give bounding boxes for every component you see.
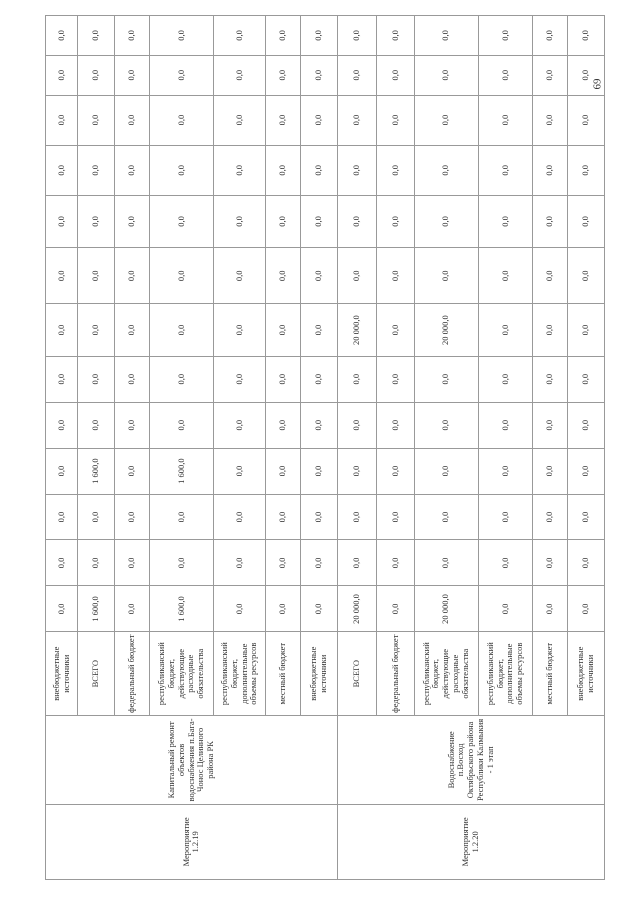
funding-source: ВСЕГО	[337, 632, 377, 716]
value-cell: 0,0	[214, 95, 266, 145]
value-cell: 0,0	[300, 16, 337, 56]
value-cell: 0,0	[300, 95, 337, 145]
value-cell: 0,0	[46, 195, 78, 247]
value-cell: 0,0	[300, 448, 337, 494]
value-cell: 0,0	[478, 402, 532, 448]
value-cell: 0,0	[533, 540, 568, 586]
value-cell: 0,0	[300, 55, 337, 95]
funding-source: внебюджетные источники	[567, 632, 604, 716]
value-cell: 0,0	[115, 95, 150, 145]
value-cell: 0,0	[567, 95, 604, 145]
value-cell: 0,0	[533, 248, 568, 304]
value-cell: 0,0	[337, 145, 377, 195]
event-cell: Мероприятие 1.2.19	[46, 804, 338, 879]
funding-source: республиканский бюджет, дополнительные объемы ресурсов	[214, 632, 266, 716]
value-cell: 0,0	[78, 16, 115, 56]
value-cell: 0,0	[266, 195, 301, 247]
value-cell: 0,0	[377, 586, 414, 632]
value-cell: 0,0	[414, 248, 478, 304]
value-cell: 1 600,0	[149, 586, 213, 632]
funding-source: федеральный бюджет	[377, 632, 414, 716]
value-cell: 0,0	[533, 95, 568, 145]
value-cell: 0,0	[78, 356, 115, 402]
value-cell: 0,0	[78, 55, 115, 95]
value-cell: 0,0	[266, 402, 301, 448]
value-cell: 20 000,0	[337, 586, 377, 632]
value-cell: 0,0	[266, 95, 301, 145]
value-cell: 0,0	[478, 16, 532, 56]
value-cell: 0,0	[149, 16, 213, 56]
value-cell: 0,0	[377, 16, 414, 56]
value-cell: 0,0	[214, 540, 266, 586]
value-cell: 0,0	[266, 304, 301, 356]
value-cell: 0,0	[337, 356, 377, 402]
value-cell: 0,0	[533, 586, 568, 632]
value-cell: 0,0	[46, 145, 78, 195]
value-cell: 0,0	[300, 402, 337, 448]
value-cell: 0,0	[46, 304, 78, 356]
value-cell: 0,0	[214, 145, 266, 195]
value-cell: 0,0	[300, 304, 337, 356]
value-cell: 0,0	[149, 195, 213, 247]
value-cell: 0,0	[377, 448, 414, 494]
value-cell: 0,0	[214, 195, 266, 247]
value-cell: 0,0	[377, 304, 414, 356]
value-cell: 0,0	[46, 16, 78, 56]
value-cell: 0,0	[337, 16, 377, 56]
value-cell: 0,0	[567, 304, 604, 356]
value-cell: 0,0	[115, 55, 150, 95]
value-cell: 0,0	[115, 356, 150, 402]
funding-source: республиканский бюджет, дополнительные объемы ресурсов	[478, 632, 532, 716]
value-cell: 0,0	[78, 494, 115, 540]
value-cell: 0,0	[478, 586, 532, 632]
event-cell: Мероприятие 1.2.20	[337, 804, 604, 879]
value-cell: 0,0	[266, 448, 301, 494]
value-cell: 0,0	[478, 55, 532, 95]
value-cell: 0,0	[149, 402, 213, 448]
value-cell: 0,0	[414, 95, 478, 145]
value-cell: 0,0	[266, 540, 301, 586]
value-cell: 0,0	[300, 586, 337, 632]
value-cell: 0,0	[377, 356, 414, 402]
value-cell: 0,0	[414, 494, 478, 540]
value-cell: 0,0	[414, 145, 478, 195]
value-cell: 0,0	[533, 402, 568, 448]
value-cell: 0,0	[214, 402, 266, 448]
value-cell: 0,0	[533, 304, 568, 356]
value-cell: 0,0	[567, 16, 604, 56]
value-cell: 0,0	[214, 248, 266, 304]
funding-source: федеральный бюджет	[115, 632, 150, 716]
value-cell: 0,0	[478, 95, 532, 145]
value-cell: 0,0	[149, 145, 213, 195]
value-cell: 0,0	[266, 248, 301, 304]
value-cell: 0,0	[78, 248, 115, 304]
page-number: 69	[591, 78, 604, 90]
value-cell: 20 000,0	[414, 586, 478, 632]
value-cell: 0,0	[478, 195, 532, 247]
funding-source: местный бюджет	[533, 632, 568, 716]
event-description: Капитальный ремонт объектов водоснабжения п.Бага-Чонос Целинного района РК	[46, 715, 338, 804]
table-row	[337, 16, 377, 880]
value-cell: 0,0	[214, 55, 266, 95]
value-cell: 0,0	[214, 586, 266, 632]
value-cell: 0,0	[78, 145, 115, 195]
value-cell: 0,0	[115, 304, 150, 356]
value-cell: 0,0	[78, 195, 115, 247]
table-row	[46, 16, 78, 880]
funding-source: республиканский бюджет, действующие расходные обязательства	[149, 632, 213, 716]
value-cell: 0,0	[478, 304, 532, 356]
value-cell: 0,0	[533, 145, 568, 195]
value-cell: 0,0	[46, 356, 78, 402]
value-cell: 0,0	[149, 55, 213, 95]
value-cell: 0,0	[414, 55, 478, 95]
value-cell: 0,0	[149, 95, 213, 145]
value-cell: 0,0	[337, 248, 377, 304]
value-cell: 0,0	[377, 145, 414, 195]
value-cell: 0,0	[478, 248, 532, 304]
value-cell: 0,0	[300, 248, 337, 304]
value-cell: 0,0	[377, 55, 414, 95]
value-cell: 0,0	[266, 16, 301, 56]
table-body	[46, 16, 605, 880]
value-cell: 0,0	[46, 95, 78, 145]
value-cell: 0,0	[149, 494, 213, 540]
value-cell: 0,0	[115, 448, 150, 494]
value-cell: 0,0	[337, 494, 377, 540]
value-cell: 0,0	[300, 145, 337, 195]
value-cell: 0,0	[533, 195, 568, 247]
value-cell: 0,0	[214, 494, 266, 540]
value-cell: 0,0	[414, 540, 478, 586]
value-cell: 0,0	[115, 16, 150, 56]
value-cell: 0,0	[478, 540, 532, 586]
value-cell: 0,0	[149, 356, 213, 402]
value-cell: 0,0	[46, 494, 78, 540]
value-cell: 0,0	[149, 248, 213, 304]
value-cell: 0,0	[377, 540, 414, 586]
value-cell: 0,0	[115, 586, 150, 632]
value-cell: 0,0	[115, 195, 150, 247]
value-cell: 20 000,0	[337, 304, 377, 356]
value-cell: 0,0	[46, 402, 78, 448]
value-cell: 0,0	[78, 95, 115, 145]
value-cell: 0,0	[377, 195, 414, 247]
value-cell: 0,0	[78, 540, 115, 586]
value-cell: 0,0	[300, 540, 337, 586]
value-cell: 0,0	[478, 448, 532, 494]
value-cell: 0,0	[533, 55, 568, 95]
value-cell: 1 600,0	[78, 586, 115, 632]
value-cell: 0,0	[300, 356, 337, 402]
value-cell: 0,0	[266, 55, 301, 95]
value-cell: 0,0	[115, 402, 150, 448]
value-cell: 0,0	[414, 356, 478, 402]
value-cell: 0,0	[266, 586, 301, 632]
value-cell: 0,0	[567, 448, 604, 494]
funding-source: внебюджетные источники	[46, 632, 78, 716]
value-cell: 0,0	[214, 448, 266, 494]
value-cell: 0,0	[478, 145, 532, 195]
value-cell: 0,0	[533, 16, 568, 56]
budget-table	[45, 15, 605, 880]
value-cell: 0,0	[266, 145, 301, 195]
value-cell: 0,0	[266, 494, 301, 540]
value-cell: 0,0	[46, 248, 78, 304]
funding-source: местный бюджет	[266, 632, 301, 716]
value-cell: 0,0	[78, 402, 115, 448]
value-cell: 0,0	[567, 586, 604, 632]
value-cell: 0,0	[377, 248, 414, 304]
value-cell: 0,0	[567, 356, 604, 402]
value-cell: 0,0	[266, 356, 301, 402]
value-cell: 0,0	[533, 448, 568, 494]
value-cell: 0,0	[115, 494, 150, 540]
funding-source: ВСЕГО	[78, 632, 115, 716]
funding-source: внебюджетные источники	[300, 632, 337, 716]
value-cell: 0,0	[115, 248, 150, 304]
value-cell: 20 000,0	[414, 304, 478, 356]
value-cell: 0,0	[149, 304, 213, 356]
value-cell: 0,0	[377, 494, 414, 540]
value-cell: 0,0	[214, 16, 266, 56]
value-cell: 0,0	[414, 448, 478, 494]
value-cell: 0,0	[337, 95, 377, 145]
value-cell: 0,0	[414, 16, 478, 56]
value-cell: 0,0	[414, 402, 478, 448]
value-cell: 0,0	[46, 448, 78, 494]
value-cell: 0,0	[377, 402, 414, 448]
value-cell: 0,0	[300, 195, 337, 247]
value-cell: 0,0	[377, 95, 414, 145]
value-cell: 0,0	[46, 586, 78, 632]
value-cell: 0,0	[533, 494, 568, 540]
value-cell: 0,0	[78, 304, 115, 356]
value-cell: 0,0	[214, 356, 266, 402]
value-cell: 1 600,0	[149, 448, 213, 494]
value-cell: 0,0	[337, 195, 377, 247]
value-cell: 0,0	[337, 402, 377, 448]
value-cell: 0,0	[478, 356, 532, 402]
value-cell: 0,0	[149, 540, 213, 586]
value-cell: 0,0	[46, 55, 78, 95]
value-cell: 0,0	[567, 494, 604, 540]
value-cell: 0,0	[214, 304, 266, 356]
funding-source: республиканский бюджет, действующие расходные обязательства	[414, 632, 478, 716]
value-cell: 0,0	[567, 540, 604, 586]
rotated-page	[45, 15, 605, 880]
value-cell: 0,0	[567, 195, 604, 247]
value-cell: 0,0	[337, 55, 377, 95]
value-cell: 0,0	[337, 540, 377, 586]
value-cell: 0,0	[567, 145, 604, 195]
value-cell: 0,0	[533, 356, 568, 402]
value-cell: 0,0	[115, 540, 150, 586]
value-cell: 0,0	[567, 248, 604, 304]
event-description: Водоснабжение п.Восход Октябрьского района Республики Калмыкия - 1 этап	[337, 715, 604, 804]
value-cell: 0,0	[567, 402, 604, 448]
value-cell: 0,0	[337, 448, 377, 494]
value-cell: 0,0	[115, 145, 150, 195]
value-cell: 1 600,0	[78, 448, 115, 494]
value-cell: 0,0	[414, 195, 478, 247]
value-cell: 0,0	[567, 55, 604, 95]
value-cell: 0,0	[46, 540, 78, 586]
value-cell: 0,0	[300, 494, 337, 540]
value-cell: 0,0	[478, 494, 532, 540]
